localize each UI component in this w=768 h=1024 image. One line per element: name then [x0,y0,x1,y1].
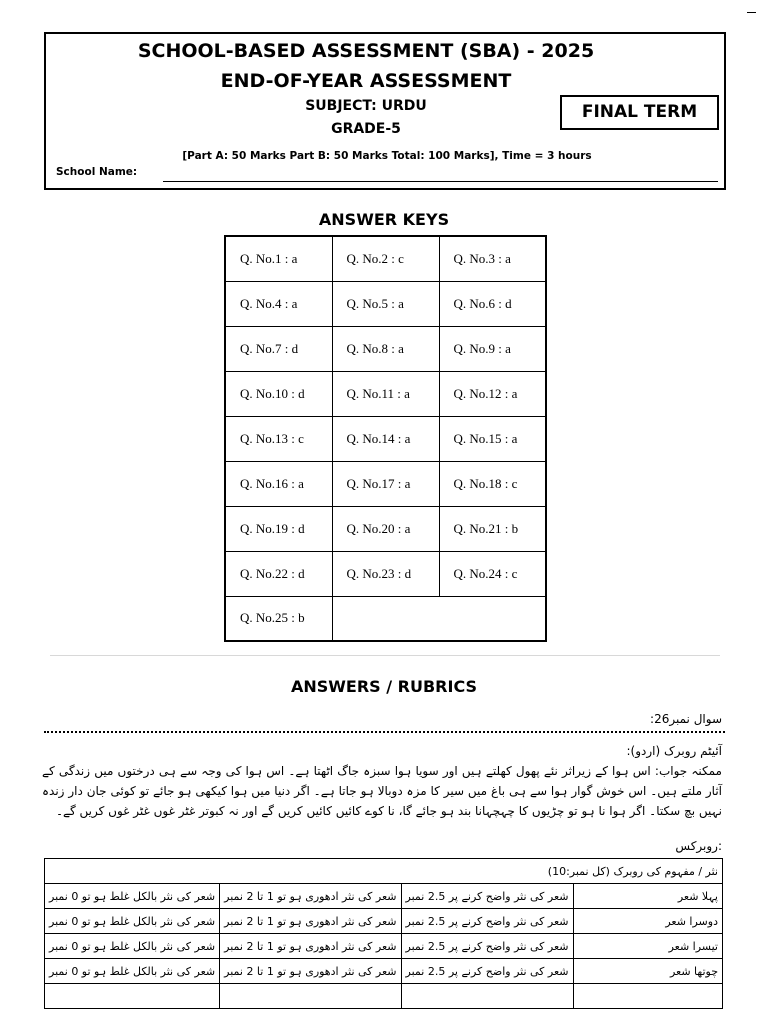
answer-key-cell: Q. No.12 : a [439,371,546,416]
assessment-title: SCHOOL-BASED ASSESSMENT (SBA) - 2025 [137,40,595,62]
rubric-table-heading: نثر / مفہوم کی روبرک (کل نمبر:10) [45,859,723,884]
answer-key-cell: Q. No.2 : c [332,236,439,281]
rubric-cell [401,984,573,1009]
answer-key-cell: Q. No.15 : a [439,416,546,461]
possible-answer-text: ممکنہ جواب: اس ہوا کے زیراثر نئے پھول کھلتے ہیں اور سویا ہوا سبزہ جاگ اٹھتا ہے۔ اس ہوا کی وجہ سے ہی درختوں میں زندگی کے آثار ملتے ہیں۔ اس خوش گوار ہوا سے ہی باغ میں سیر کا مزہ دوبالا ہو جاتا ہے۔ اگر دنیا میں ہوا کیکھی ہو جائے تو کوئی جان دار زندہ نہیں بچ سکتا۔ اگر ہوا نا ہو تو چڑیوں کا چہچہانا بند ہو جائے گا، نا کوے کائیں کائیں کریں گے اور نہ کبوتر غٹر غوں غٹر غوں کریں گے۔ [42,764,722,818]
answer-key-cell: Q. No.6 : d [439,281,546,326]
answer-key-cell: Q. No.5 : a [332,281,439,326]
subject-label: SUBJECT: URDU [305,98,427,114]
dotted-divider [44,731,725,733]
answer-key-cell: Q. No.20 : a [332,506,439,551]
rubric-cell: شعر کی نثر واضح کرنے پر 2.5 نمبر [401,959,573,984]
answer-key-cell: Q. No.17 : a [332,461,439,506]
rubric-cell: شعر کی نثر ادھوری ہو تو 1 تا 2 نمبر [220,909,401,934]
rubric-cell: شعر کی نثر واضح کرنے پر 2.5 نمبر [401,884,573,909]
rubric-cell [573,984,722,1009]
question-heading: سوال نمبر26: [650,712,722,726]
rubric-cell: شعر کی نثر واضح کرنے پر 2.5 نمبر [401,909,573,934]
rubric-cell: شعر کی نثر ادھوری ہو تو 1 تا 2 نمبر [220,959,401,984]
rubric-cell: شعر کی نثر بالکل غلط ہو تو 0 نمبر [45,934,220,959]
table-row [225,551,546,596]
answer-key-cell: Q. No.11 : a [332,371,439,416]
rubric-cell: شعر کی نثر ادھوری ہو تو 1 تا 2 نمبر [220,884,401,909]
answer-key-cell: Q. No.23 : d [332,551,439,596]
rubric-cell: چوتھا شعر [573,959,722,984]
table-row [45,959,723,984]
answer-key-cell: Q. No.25 : b [225,596,332,641]
answer-key-cell: Q. No.7 : d [225,326,332,371]
rubric-cell: تیسرا شعر [573,934,722,959]
rubric-cell [220,984,401,1009]
rubric-cell: شعر کی نثر بالکل غلط ہو تو 0 نمبر [45,884,220,909]
rubric-cell: شعر کی نثر ادھوری ہو تو 1 تا 2 نمبر [220,934,401,959]
answer-key-cell: Q. No.4 : a [225,281,332,326]
table-row [45,984,723,1009]
table-row [45,859,723,884]
answer-key-cell: Q. No.16 : a [225,461,332,506]
rubric-table [44,858,723,1009]
final-term-badge: FINAL TERM [560,95,719,130]
grade-label: GRADE-5 [331,121,401,137]
school-name-line [163,181,718,182]
section-divider [50,655,720,656]
table-row [225,281,546,326]
answer-keys-table [224,235,547,642]
rubric-cell: شعر کی نثر واضح کرنے پر 2.5 نمبر [401,934,573,959]
answer-key-cell: Q. No.9 : a [439,326,546,371]
answers-rubrics-title: ANSWERS / RUBRICS [290,677,478,696]
table-row [45,909,723,934]
table-row [225,416,546,461]
corner-mark [747,12,756,13]
rubrics-label: :روبرکس [675,839,722,853]
rubric-cell [45,984,220,1009]
answer-key-cell: Q. No.8 : a [332,326,439,371]
item-rubric-heading: آئیٹم روبرک (اردو): [626,744,722,758]
marks-line: [Part A: 50 Marks Part B: 50 Marks Total: 100 Marks], Time = 3 hours [182,150,592,162]
rubric-cell: پہلا شعر [573,884,722,909]
table-row [45,934,723,959]
rubric-cell: دوسرا شعر [573,909,722,934]
answer-key-cell: Q. No.21 : b [439,506,546,551]
answer-key-cell: Q. No.18 : c [439,461,546,506]
table-row [225,236,546,281]
answer-key-cell: Q. No.13 : c [225,416,332,461]
answer-key-cell: Q. No.3 : a [439,236,546,281]
header-box [44,32,726,190]
table-row [225,326,546,371]
table-row [225,506,546,551]
table-row [45,884,723,909]
answer-key-cell: Q. No.24 : c [439,551,546,596]
answer-keys-title: ANSWER KEYS [318,210,450,229]
table-row [225,371,546,416]
school-name-label: School Name: [56,166,138,178]
assessment-subtitle: END-OF-YEAR ASSESSMENT [220,70,512,92]
answer-key-cell: Q. No.22 : d [225,551,332,596]
table-row [225,596,546,641]
table-row [225,461,546,506]
answer-key-cell: Q. No.1 : a [225,236,332,281]
empty-cell [332,596,546,641]
answer-key-cell: Q. No.14 : a [332,416,439,461]
answer-key-cell: Q. No.19 : d [225,506,332,551]
answer-key-cell: Q. No.10 : d [225,371,332,416]
rubric-cell: شعر کی نثر بالکل غلط ہو تو 0 نمبر [45,959,220,984]
rubric-cell: شعر کی نثر بالکل غلط ہو تو 0 نمبر [45,909,220,934]
